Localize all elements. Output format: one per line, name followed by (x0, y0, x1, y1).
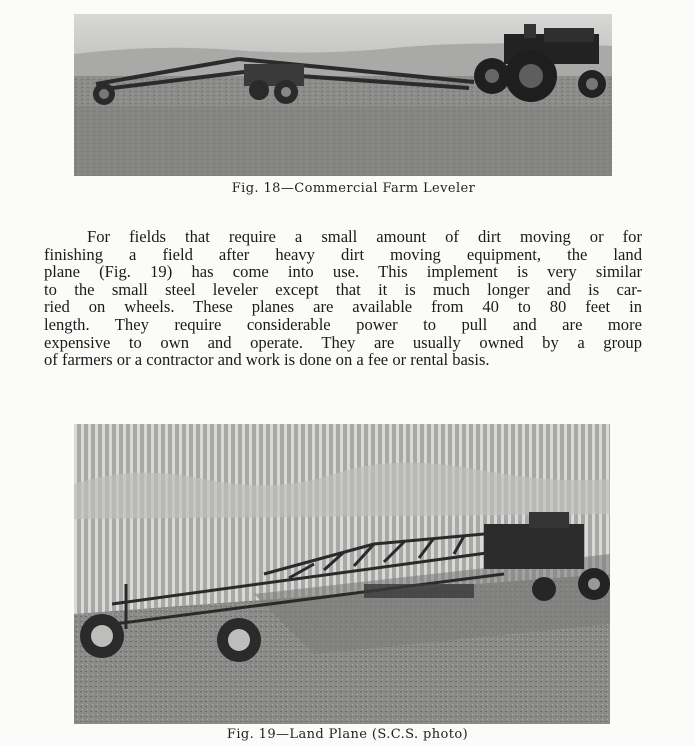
farm-leveler-photo (74, 14, 612, 176)
paragraph-line: For fields that require a small amount of dirt moving or for (87, 227, 642, 246)
paragraph-line: finishing a field after heavy dirt moving equipment, the land (44, 244, 642, 264)
paragraph-line: plane (Fig. 19) has come into use. This implement is very similar (44, 262, 642, 282)
figure-18-caption: Fig. 18—Commercial Farm Leveler (231, 181, 476, 196)
figure-19-caption: Fig. 19—Land Plane (S.C.S. photo) (226, 727, 469, 742)
paragraph-line: of farmers or a contractor and work is done on a fee or rental basis. (44, 350, 490, 370)
paragraph-line: length. They require considerable power to pull and are more (44, 314, 642, 334)
paragraph-line: expensive to own and operate. They are usually owned by a group (44, 332, 642, 352)
body-paragraph (44, 228, 642, 369)
paragraph-line: ried on wheels. These planes are available from 40 to 80 feet in (44, 297, 642, 317)
land-plane-photo (74, 424, 610, 724)
paragraph-line: to the small steel leveler except that it is much longer and is car- (44, 279, 642, 299)
